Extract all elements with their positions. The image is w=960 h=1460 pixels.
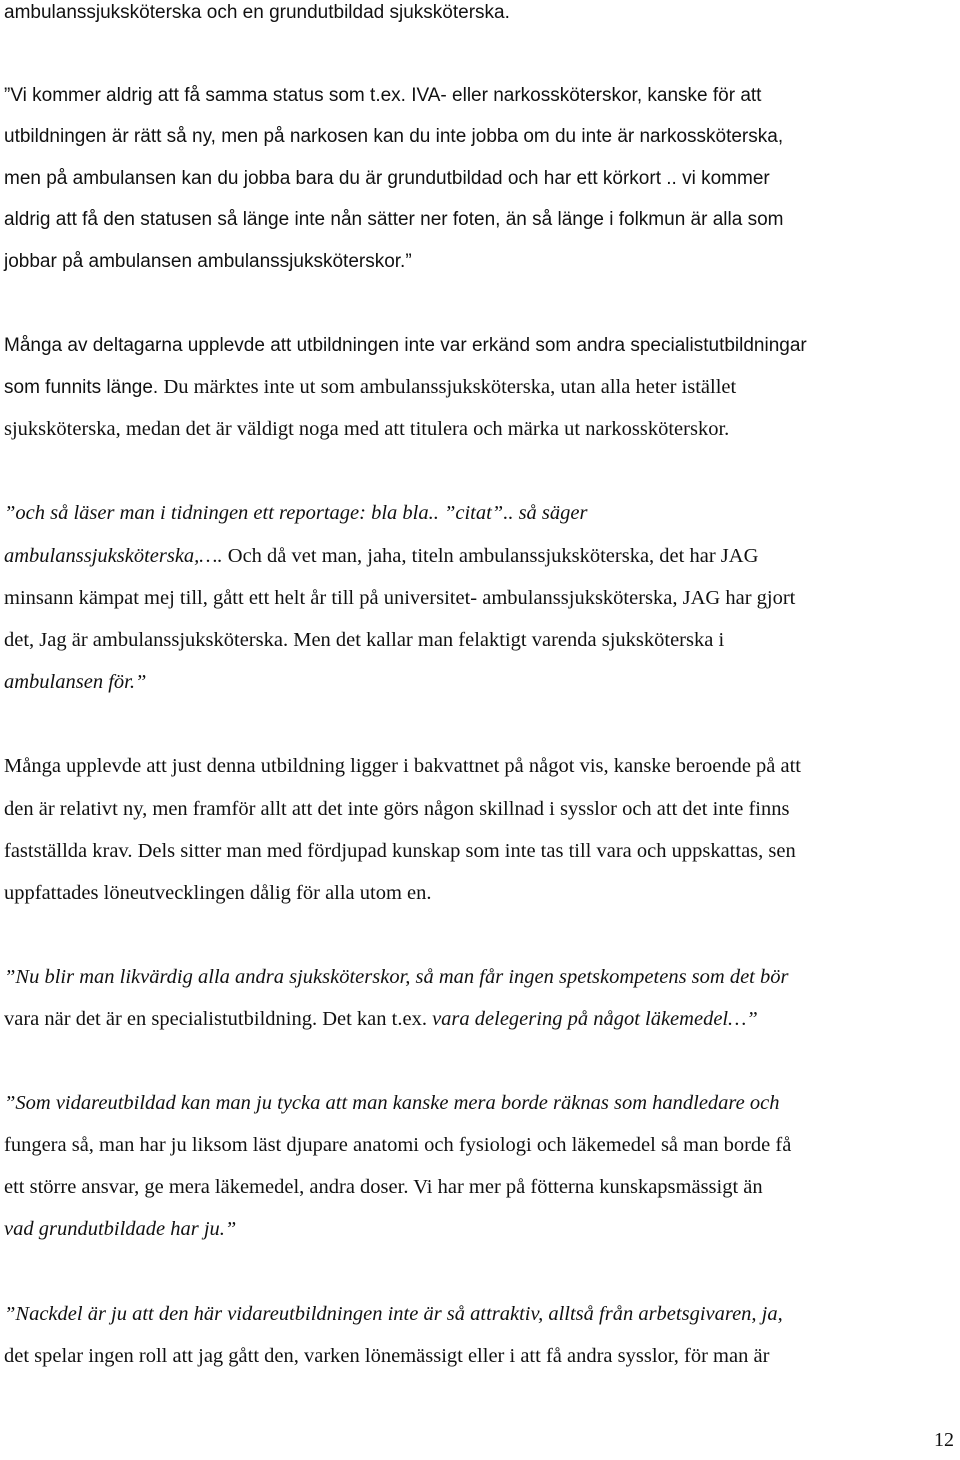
quote-segment: det, Jag är ambulanssjuksköterska. Men det kallar man felaktigt varenda sjuksköterska i bbox=[4, 629, 725, 651]
text-line bbox=[4, 116, 783, 158]
text-line bbox=[4, 789, 789, 831]
text-segment: Många av deltagarna upplevde att utbildningen inte var erkänd som andra specialistutbildningar bbox=[4, 335, 807, 356]
quote-segment: ”Nu blir man likvärdig alla andra sjuksköterskor, så man får ingen spetskompetens som det bör bbox=[4, 966, 789, 988]
quote-segment: det spelar ingen roll att jag gått den, varken lönemässigt eller i att få andra sysslor, för man är bbox=[4, 1345, 770, 1367]
text-segment: sjuksköterska, medan det är väldigt noga med att titulera och märka ut narkossköterskor. bbox=[4, 418, 730, 440]
text-line bbox=[4, 409, 729, 451]
text-line bbox=[4, 873, 432, 915]
quote-segment: ”och så läser man i tidningen ett reportage: bla bla.. ”citat”.. så säger bbox=[4, 502, 588, 524]
quote-segment: utbildningen är rätt så ny, men på narkosen kan du inte jobba om du inte är narkossköterska, bbox=[4, 126, 784, 147]
quote-segment: Och då vet man, jaha, titeln ambulanssjuksköterska, det har JAG bbox=[227, 545, 759, 567]
text-segment: uppfattades löneutvecklingen dålig för alla utom en. bbox=[4, 882, 432, 904]
text-line bbox=[4, 1294, 783, 1336]
text-line bbox=[4, 746, 801, 788]
text-line bbox=[4, 493, 587, 535]
text-segment: fastställda krav. Dels sitter man med fördjupad kunskap som inte tas till vara och uppskattas, sen bbox=[4, 840, 796, 862]
quote-segment: vara delegering på något läkemedel…” bbox=[432, 1008, 758, 1030]
text-line bbox=[4, 578, 795, 620]
quote-segment: minsann kämpat mej till, gått ett helt år till på universitet- ambulanssjuksköterska, JAG har gjort bbox=[4, 587, 796, 609]
text-line bbox=[4, 1167, 763, 1209]
text-line bbox=[4, 241, 412, 283]
page-number: 12 bbox=[934, 1429, 954, 1451]
quote-segment: aldrig att få den statusen så länge inte nån sätter ner foten, än så länge i folkmun är alla som bbox=[4, 209, 784, 230]
quote-segment: fungera så, man har ju liksom läst djupare anatomi och fysiologi och läkemedel så man borde få bbox=[4, 1134, 792, 1156]
text-line bbox=[4, 999, 758, 1041]
text-line bbox=[4, 367, 736, 409]
text-line bbox=[4, 1125, 791, 1167]
quote-segment: vad grundutbildade har ju.” bbox=[4, 1218, 237, 1240]
text-line bbox=[4, 75, 761, 117]
quote-segment: jobbar på ambulansen ambulanssjuksköterskor.” bbox=[4, 251, 412, 272]
quote-segment: ”Vi kommer aldrig att få samma status som t.ex. IVA- eller narkossköterskor, kanske för att bbox=[4, 85, 762, 106]
text-line bbox=[4, 662, 146, 704]
text-line bbox=[4, 1209, 236, 1251]
text-line bbox=[4, 158, 770, 200]
text-segment: den är relativt ny, men framför allt att det inte görs någon skillnad i sysslor och att det inte finns bbox=[4, 798, 790, 820]
quote-segment: ”Nackdel är ju att den här vidareutbildningen inte är så attraktiv, alltså från arbetsgivaren, ja, bbox=[4, 1303, 783, 1325]
text-segment: som funnits länge. bbox=[4, 377, 164, 398]
text-line bbox=[4, 620, 724, 662]
text-segment: Du märktes inte ut som ambulanssjuksköterska, utan alla heter istället bbox=[163, 376, 737, 398]
quote-segment: ambulansen för.” bbox=[4, 671, 147, 693]
text-line bbox=[4, 831, 796, 873]
text-segment: Många upplevde att just denna utbildning ligger i bakvattnet på något vis, kanske beroende på att bbox=[4, 755, 802, 777]
text-line bbox=[4, 0, 510, 34]
text-line bbox=[4, 536, 758, 578]
text-line bbox=[4, 1083, 779, 1125]
text-line bbox=[4, 325, 807, 367]
quote-segment: ”Som vidareutbildad kan man ju tycka att man kanske mera borde räknas som handledare och bbox=[4, 1092, 780, 1114]
text-segment: ambulanssjuksköterska och en grundutbildad sjuksköterska. bbox=[4, 2, 510, 23]
quote-segment: ambulanssjuksköterska,…. bbox=[4, 545, 228, 567]
quote-segment: men på ambulansen kan du jobba bara du är grundutbildad och har ett körkort .. vi kommer bbox=[4, 168, 770, 189]
text-line bbox=[4, 1336, 769, 1378]
quote-segment: ett större ansvar, ge mera läkemedel, andra doser. Vi har mer på fötterna kunskapsmässigt än bbox=[4, 1176, 763, 1198]
text-line bbox=[4, 957, 788, 999]
text-line bbox=[4, 199, 783, 241]
quote-segment: vara när det är en specialistutbildning. Det kan t.ex. bbox=[4, 1008, 433, 1030]
